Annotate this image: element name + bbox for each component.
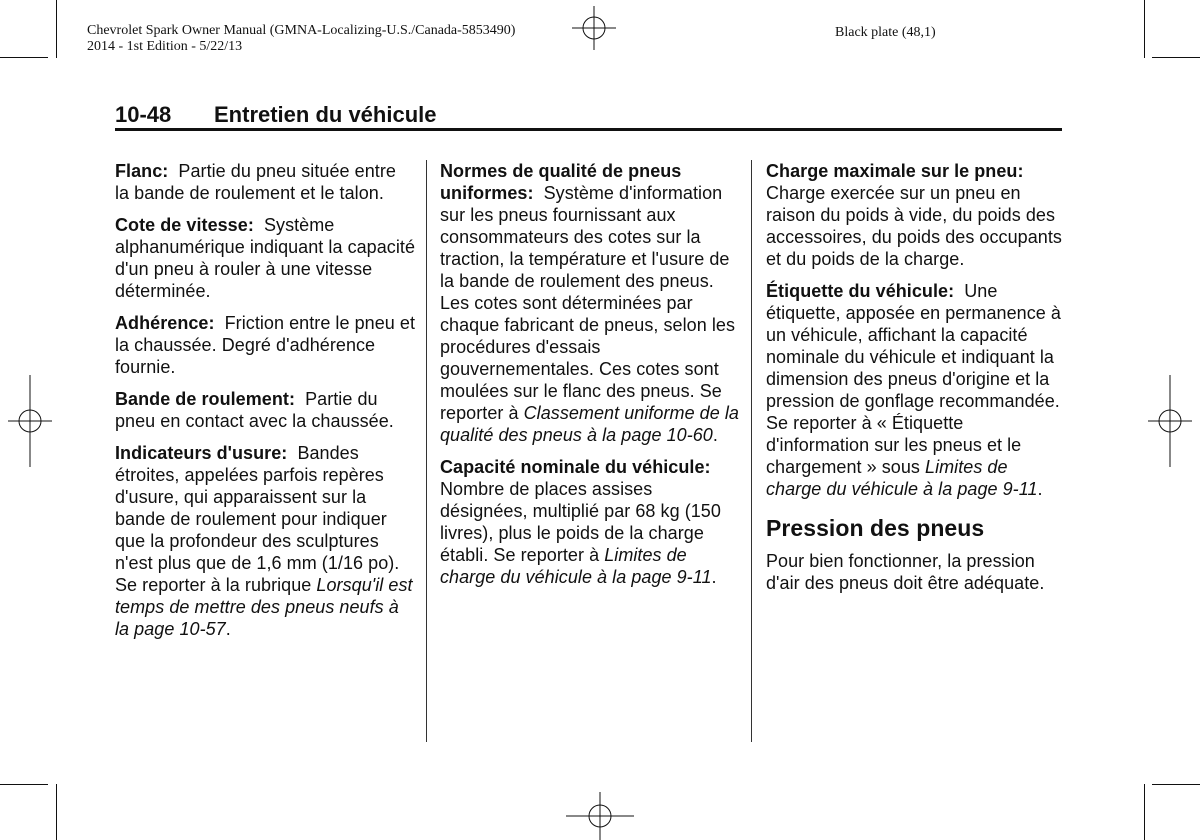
entry-text: Bandes étroites, appelées parfois repères d'usure, qui apparaissent sur la bande de roulement pour indiquer que la profondeur des sculptures n'est plus que de 1,6 mm (1/16 po). Se reporter à la rubrique bbox=[115, 443, 400, 595]
crop-mark-bottom-left-v bbox=[56, 784, 57, 840]
entry-term: Étiquette du véhicule bbox=[766, 281, 949, 301]
glossary-entry: Flanc: Partie du pneu située entre la bande de roulement et le talon. bbox=[115, 161, 396, 203]
entry-term: Capacité nominale du véhicule bbox=[440, 457, 705, 477]
entry-term: Flanc bbox=[115, 161, 163, 181]
column-1 bbox=[115, 160, 415, 650]
column-divider-2 bbox=[751, 160, 752, 742]
subsection-body: Pour bien fonctionner, la pression d'air des pneus doit être adéquate. bbox=[766, 551, 1045, 593]
entry-term: Indicateurs d'usure bbox=[115, 443, 282, 463]
glossary-entry: Normes de qualité de pneus uniformes: Système d'information sur les pneus fournissant aux consommateurs des cotes sur la traction, la température et l'usure de la bande de roulement des pneus. Les cotes sont déterminées par chaque fabricant de pneus, selon les procédures d'essais gouvernementales. Ces cotes sont moulées sur le flanc des pneus. Se reporter à Classement uniforme de la qualité des pneus à la page 10-60. bbox=[440, 161, 739, 445]
subsection-heading: Pression des pneus bbox=[766, 515, 985, 541]
crop-mark-bottom-right-h bbox=[1152, 784, 1200, 785]
entry-text: Friction entre le pneu et la chaussée. Degré d'adhérence fournie. bbox=[115, 313, 415, 377]
entry-text: Nombre de places assises désignées, multiplié par 68 kg (150 livres), plus le poids de la charge établi. Se reporter à bbox=[440, 479, 721, 565]
entry-text: Charge exercée sur un pneu en raison du poids à vide, du poids des accessoires, du poids des occupants et du poids de la charge. bbox=[766, 183, 1062, 269]
section-title: Entretien du véhicule bbox=[214, 102, 437, 127]
registration-crosshair-left-icon bbox=[8, 375, 52, 467]
entry-term: Charge maximale sur le pneu bbox=[766, 161, 1018, 181]
glossary-entry: Bande de roulement: Partie du pneu en contact avec la chaussée. bbox=[115, 389, 394, 431]
cross-reference-link[interactable]: Limites de charge du véhicule à la page 9-11 bbox=[766, 457, 1038, 499]
registration-crosshair-top-icon bbox=[572, 6, 616, 50]
crop-mark-top-right-v bbox=[1144, 0, 1145, 58]
entry-text: Partie du pneu en contact avec la chaussée. bbox=[115, 389, 394, 431]
entry-term: Cote de vitesse bbox=[115, 215, 248, 235]
glossary-entry: Indicateurs d'usure: Bandes étroites, appelées parfois repères d'usure, qui apparaissent sur la bande de roulement pour indiquer que la profondeur des sculptures n'est plus que de 1,6 mm (1/16 po). Se reporter à la rubrique Lorsqu'il est temps de mettre des pneus neufs à la page 10-57. bbox=[115, 443, 413, 639]
entry-term: Bande de roulement bbox=[115, 389, 289, 409]
cross-reference-link[interactable]: Lorsqu'il est temps de mettre des pneus neufs à la page 10-57 bbox=[115, 575, 413, 639]
print-meta-line2: 2014 - 1st Edition - 5/22/13 bbox=[87, 39, 243, 54]
column-divider-1 bbox=[426, 160, 427, 742]
glossary-entry: Charge maximale sur le pneu: Charge exercée sur un pneu en raison du poids à vide, du poids des accessoires, du poids des occupants et du poids de la charge. bbox=[766, 161, 1062, 269]
crop-mark-bottom-right-v bbox=[1144, 784, 1145, 840]
entry-text: Partie du pneu située entre la bande de roulement et le talon. bbox=[115, 161, 396, 203]
glossary-entry: Cote de vitesse: Système alphanumérique indiquant la capacité d'un pneu à rouler à une vitesse déterminée. bbox=[115, 215, 416, 301]
entry-term: Normes de qualité de pneus uniformes bbox=[440, 161, 682, 203]
glossary-entry: Capacité nominale du véhicule: Nombre de places assises désignées, multiplié par 68 kg (150 livres), plus le poids de la charge établi. Se reporter à Limites de charge du véhicule à la page 9-11. bbox=[440, 457, 721, 587]
crop-mark-top-right-h bbox=[1152, 57, 1200, 58]
glossary-entry: Adhérence: Friction entre le pneu et la chaussée. Degré d'adhérence fournie. bbox=[115, 313, 415, 377]
registration-crosshair-right-icon bbox=[1148, 375, 1192, 467]
cross-reference-link[interactable]: Limites de charge du véhicule à la page 9-11 bbox=[440, 545, 712, 587]
header-rule bbox=[115, 128, 1062, 131]
crop-mark-top-left-h bbox=[0, 57, 48, 58]
crop-mark-bottom-left-h bbox=[0, 784, 48, 785]
page-number: 10-48 bbox=[115, 102, 172, 127]
print-meta-line1: Chevrolet Spark Owner Manual (GMNA-Localizing-U.S./Canada-5853490) bbox=[87, 23, 516, 38]
entry-text: Système alphanumérique indiquant la capacité d'un pneu à rouler à une vitesse déterminée. bbox=[115, 215, 416, 301]
registration-crosshair-bottom-icon bbox=[566, 792, 634, 840]
plate-label: Black plate (48,1) bbox=[835, 25, 936, 40]
column-3 bbox=[766, 160, 1066, 604]
crop-mark-top-left-v bbox=[56, 0, 57, 58]
cross-reference-link[interactable]: Classement uniforme de la qualité des pneus à la page 10-60 bbox=[440, 403, 739, 445]
column-2 bbox=[440, 160, 740, 598]
glossary-entry: Étiquette du véhicule: Une étiquette, apposée en permanence à un véhicule, affichant la capacité nominale du véhicule et indiquant la dimension des pneus d'origine et la pression de gonflage recommandée. Se reporter à « Étiquette d'information sur les pneus et le chargement » sous Limites de charge du véhicule à la page 9-11. bbox=[766, 281, 1061, 499]
entry-text: Une étiquette, apposée en permanence à un véhicule, affichant la capacité nominale du véhicule et indiquant la dimension des pneus d'origine et la pression de gonflage recommandée. Se reporter à « Étiquette d'information sur les pneus et le chargement » sous bbox=[766, 281, 1061, 477]
entry-term: Adhérence bbox=[115, 313, 209, 333]
entry-text: Système d'information sur les pneus fournissant aux consommateurs des cotes sur la traction, la température et l'usure de la bande de roulement des pneus. Les cotes sont déterminées par chaque fabricant de pneus, selon les procédures d'essais gouvernementales. Ces cotes sont moulées sur le flanc des pneus. Se reporter à bbox=[440, 183, 736, 423]
